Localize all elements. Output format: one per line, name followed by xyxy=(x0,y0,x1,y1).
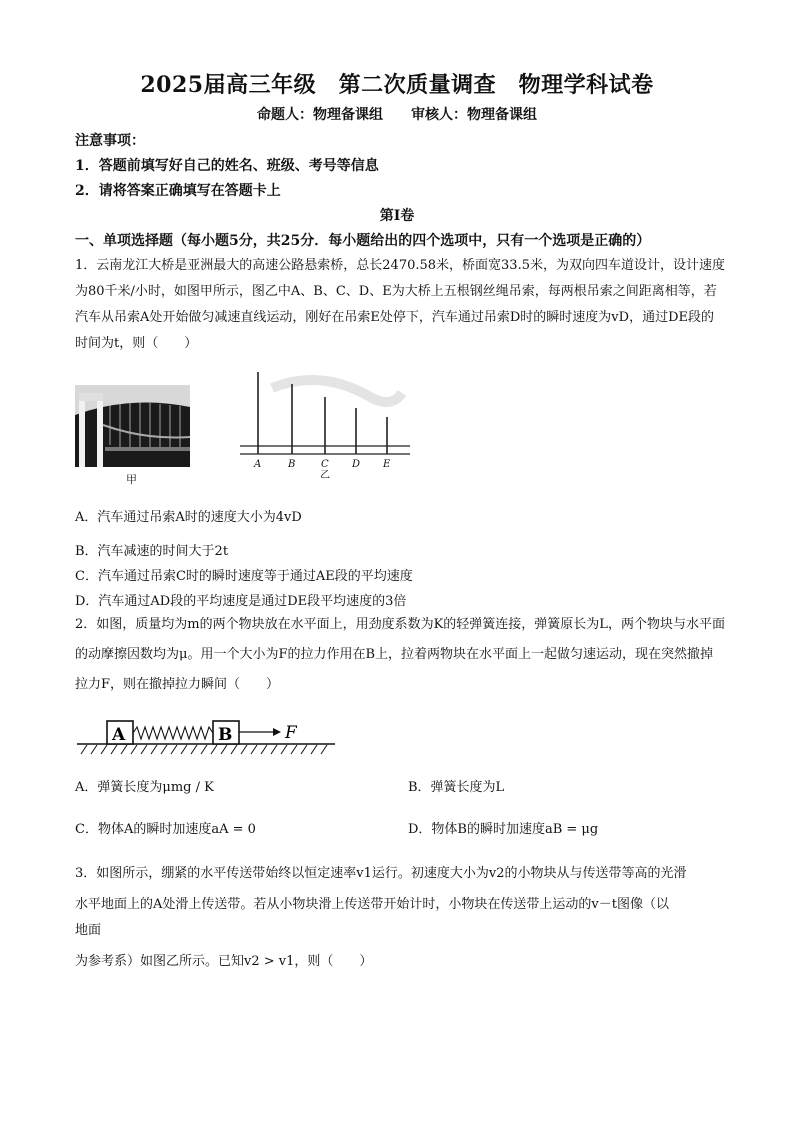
cable-label-c: C xyxy=(321,459,329,470)
cable-label-d: D xyxy=(352,459,361,470)
q2-option-d: D．物体B的瞬时加速度aB = μg xyxy=(408,822,599,837)
fig-yi-label: 乙 xyxy=(320,470,330,478)
volume-title: 第Ⅰ卷 xyxy=(379,208,415,224)
q3-line-3: 地面 xyxy=(75,923,102,938)
q3-line-4: 为参考系）如图乙所示。已知v2 > v1，则（ ） xyxy=(75,954,373,969)
note-item-2: 2．请将答案正确填写在答题卡上 xyxy=(75,183,281,199)
q2-option-b: B．弹簧长度为L xyxy=(408,780,505,795)
q1-stem: 1．云南龙江大桥是亚洲最大的高速公路悬索桥，总长2470.58米，桥面宽33.5米，为双向四车道设计，设计速度为80千米/小时，如图甲所示，图乙中A、B、C、D、E为大桥上五根钢丝绳吊索，每两根吊索之间距离相等，若汽车从吊索A处开始做匀减速直线运动，刚好在吊索E处停下，汽车通过吊索D时的瞬时速度为vD，通过DE段的时间为t，则（ ） xyxy=(75,258,725,351)
bridge-photo xyxy=(75,385,190,467)
q2-option-c: C．物体A的瞬时加速度aA = 0 xyxy=(75,822,256,837)
page-title: 2025届高三年级 第二次质量调查 物理学科试卷 xyxy=(140,72,654,98)
q1-option-b: B．汽车减速的时间大于2t xyxy=(75,544,229,559)
q2-option-a: A．弹簧长度为μmg / K xyxy=(75,780,214,795)
authors-line: 命题人：物理备课组 审核人：物理备课组 xyxy=(257,107,537,123)
force-label: F xyxy=(285,723,297,743)
cable-diagram xyxy=(232,368,412,482)
part-title: 一、单项选择题（每小题5分，共25分．每小题给出的四个选项中，只有一个选项是正确的） xyxy=(75,233,651,249)
q1-option-d: D．汽车通过AD段的平均速度是通过DE段平均速度的3倍 xyxy=(75,594,407,609)
q1-option-c: C．汽车通过吊索C时的瞬时速度等于通过AE段的平均速度 xyxy=(75,569,413,584)
cable-label-e: E xyxy=(383,459,391,470)
q1-option-a: A．汽车通过吊索A时的速度大小为4vD xyxy=(75,510,302,525)
note-item-1: 1．答题前填写好自己的姓名、班级、考号等信息 xyxy=(75,158,379,174)
spring-diagram xyxy=(75,714,345,760)
q3-line-2: 水平地面上的A处滑上传送带。若从小物块滑上传送带开始计时，小物块在传送带上运动的v－t图像（以 xyxy=(75,897,669,912)
q3-line-1: 3．如图所示，绷紧的水平传送带始终以恒定速率v1运行。初速度大小为v2的小物块从与传送带等高的光滑 xyxy=(75,866,687,881)
block-b-label: B xyxy=(218,725,233,745)
q2-stem: 2．如图，质量均为m的两个物块放在水平面上，用劲度系数为K的轻弹簧连接，弹簧原长为L，两个物块与水平面的动摩擦因数均为μ。用一个大小为F的拉力作用在B上，拉着两物块在水平面上一起做匀速运动，现在突然撤掉拉力F，则在撤掉拉力瞬间（ ） xyxy=(75,617,725,692)
fig-jia-label: 甲 xyxy=(126,473,137,486)
cable-label-b: B xyxy=(288,459,296,470)
notes-heading: 注意事项： xyxy=(75,133,145,149)
block-a-label: A xyxy=(112,725,126,745)
cable-label-a: A xyxy=(254,459,262,470)
